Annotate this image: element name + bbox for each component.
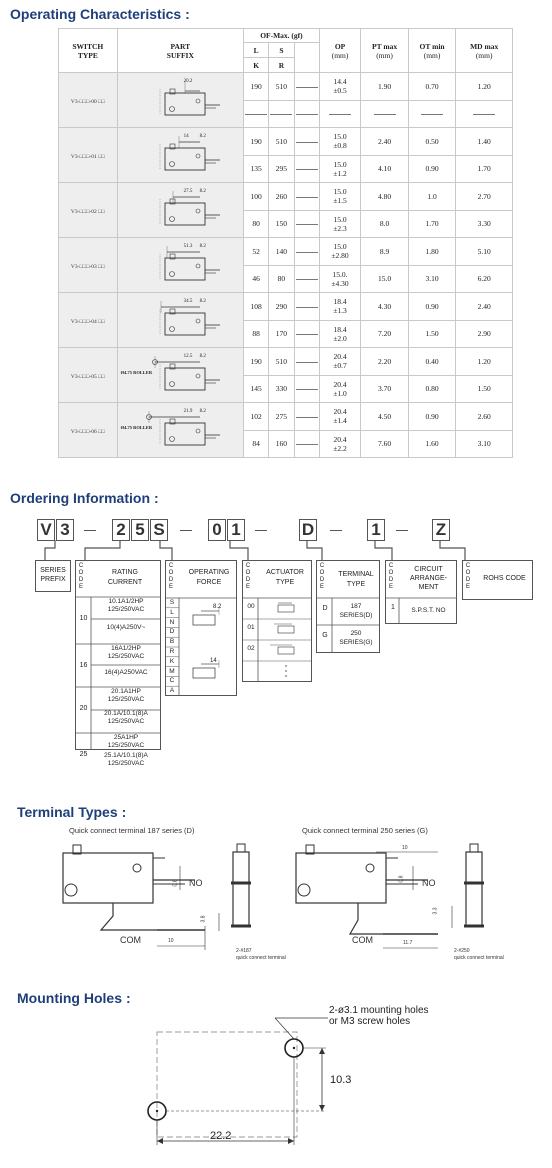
part-suffix-drawing bbox=[117, 183, 243, 238]
force-code: B bbox=[169, 638, 175, 646]
op-value: 20.4 ±0.7 bbox=[319, 348, 360, 376]
rating-value: 25A1HP 125/250VAC bbox=[107, 734, 145, 749]
terminal-code: D bbox=[322, 605, 328, 612]
table-row bbox=[59, 183, 513, 211]
dimension-label: 14 bbox=[183, 134, 189, 139]
ot-value: 0.50 bbox=[408, 128, 456, 156]
dimension-label: 27.5 bbox=[183, 189, 193, 194]
switch-model: V3-□□□-01 □□ bbox=[59, 128, 118, 183]
of-blank bbox=[294, 430, 319, 458]
of-l-value: 135 bbox=[244, 155, 269, 183]
mounting-note: 2-ø3.1 mounting holes or M3 screw holes bbox=[329, 1005, 429, 1027]
of-blank bbox=[294, 183, 319, 211]
circuit-grid bbox=[385, 560, 457, 624]
note-187-1: 2-#187 bbox=[236, 948, 252, 954]
dim-250-d3: 11.7 bbox=[403, 940, 413, 946]
rating-header: RATING CURRENT bbox=[107, 569, 143, 586]
md-value: 1.70 bbox=[456, 155, 513, 183]
of-l-value: 108 bbox=[244, 293, 269, 321]
of-blank bbox=[294, 403, 319, 431]
of-blank bbox=[294, 375, 319, 403]
of-blank bbox=[294, 155, 319, 183]
dimension-label: 8.2 bbox=[199, 244, 206, 249]
code-label-rating: C O D E bbox=[78, 563, 84, 590]
of-s-value: 510 bbox=[269, 128, 294, 156]
part-suffix-drawing bbox=[117, 403, 243, 458]
operating-characteristics-title: Operating Characteristics : bbox=[10, 6, 190, 22]
ot-header: OT min (mm) bbox=[408, 29, 456, 73]
force-dim: 8.2 bbox=[213, 604, 222, 610]
actuator-code: 01 bbox=[247, 624, 255, 631]
op-value: 14.4 ±0.5 bbox=[319, 73, 360, 101]
roller-label: Ø4.75 ROLLER bbox=[120, 425, 153, 430]
part-suffix-drawing bbox=[117, 128, 243, 183]
pt-value: 2.20 bbox=[361, 348, 409, 376]
rohs-label: ROHS CODE bbox=[483, 575, 526, 582]
table-row bbox=[59, 73, 513, 101]
dimension-label: 12.5 bbox=[183, 354, 193, 359]
l-header: L bbox=[244, 43, 269, 58]
code-char-box: 5 bbox=[131, 519, 149, 541]
ot-value: 0.90 bbox=[408, 155, 456, 183]
code-char-box: D bbox=[299, 519, 317, 541]
table-row bbox=[59, 128, 513, 156]
of-l-value: 100 bbox=[244, 183, 269, 211]
roller-label: Ø4.75 ROLLER bbox=[120, 370, 153, 375]
switch-model: V3-□□□-03 □□ bbox=[59, 238, 118, 293]
pt-header: PT max (mm) bbox=[361, 29, 409, 73]
note-250-2: quick connect terminal bbox=[454, 955, 504, 961]
ot-value: 0.80 bbox=[408, 375, 456, 403]
pt-value: 8.0 bbox=[361, 210, 409, 238]
force-code: N bbox=[169, 618, 175, 626]
md-value: 6.20 bbox=[456, 265, 513, 293]
of-l-value: 190 bbox=[244, 73, 269, 101]
mounting-height-dim: 10.3 bbox=[330, 1074, 352, 1086]
table-row bbox=[59, 348, 513, 376]
ot-value: 1.60 bbox=[408, 430, 456, 458]
op-value: 15.0 ±1.2 bbox=[319, 155, 360, 183]
op-value: 15.0 ±2.3 bbox=[319, 210, 360, 238]
force-code: A bbox=[169, 687, 175, 695]
force-header: OPERATING FORCE bbox=[188, 569, 230, 586]
code-char-box: S bbox=[150, 519, 168, 541]
table-row bbox=[59, 238, 513, 266]
actuator-code: 02 bbox=[247, 645, 255, 652]
pt-value: 7.60 bbox=[361, 430, 409, 458]
dimension-label: 8.2 bbox=[199, 409, 206, 414]
md-value bbox=[456, 100, 513, 128]
terminal-code: G bbox=[322, 632, 328, 639]
terminal-value: 187 SERIES(D) bbox=[339, 603, 373, 619]
ot-value: 1.80 bbox=[408, 238, 456, 266]
op-value: 18.4 ±1.3 bbox=[319, 293, 360, 321]
of-s-value: 510 bbox=[269, 348, 294, 376]
force-code: D bbox=[169, 628, 175, 636]
circuit-value: S.P.S.T. NO bbox=[411, 607, 446, 614]
md-value: 3.10 bbox=[456, 430, 513, 458]
switch-model: V3-□□□-06 □□ bbox=[59, 403, 118, 458]
code-char-box: V bbox=[37, 519, 55, 541]
rating-value: 16(4)A250VAC bbox=[104, 669, 148, 676]
switch-type-header: SWITCH TYPE bbox=[59, 29, 118, 73]
of-l-value: 80 bbox=[244, 210, 269, 238]
rating-value: 20.1A1HP 125/250VAC bbox=[107, 688, 145, 703]
force-code: K bbox=[169, 657, 175, 665]
ot-value: 1.70 bbox=[408, 210, 456, 238]
pt-value: 3.70 bbox=[361, 375, 409, 403]
terminal-187-title: Quick connect terminal 187 series (D) bbox=[69, 826, 195, 835]
rating-code: 10 bbox=[79, 615, 88, 622]
of-l-value: 145 bbox=[244, 375, 269, 403]
op-value: 20.4 ±2.2 bbox=[319, 430, 360, 458]
actuator-grid bbox=[242, 560, 312, 682]
dim-250-d1: 0.8 bbox=[398, 875, 405, 883]
code-label-circuit: C O D E bbox=[388, 563, 394, 590]
terminal-value: 250 SERIES(G) bbox=[339, 630, 373, 646]
md-value: 3.30 bbox=[456, 210, 513, 238]
force-code: L bbox=[170, 608, 174, 616]
switch-model: V3-□□□-05 □□ bbox=[59, 348, 118, 403]
of-s-value: 140 bbox=[269, 238, 294, 266]
rating-code: 20 bbox=[79, 705, 88, 712]
of-blank bbox=[294, 100, 319, 128]
pt-value: 4.10 bbox=[361, 155, 409, 183]
of-blank bbox=[294, 293, 319, 321]
switch-model: V3-□□□-04 □□ bbox=[59, 293, 118, 348]
switch-model: V3-□□□-02 □□ bbox=[59, 183, 118, 238]
com-label-250: COM bbox=[352, 935, 373, 945]
pt-value: 1.90 bbox=[361, 73, 409, 101]
force-code: S bbox=[169, 599, 175, 606]
code-label-rohs: C O D E bbox=[465, 563, 471, 590]
of-s-value: 170 bbox=[269, 320, 294, 348]
dimension-label: 34.5 bbox=[183, 299, 193, 304]
dimension-label: 20.2 bbox=[183, 79, 193, 84]
rating-value: 25.1A/10.1(8)A 125/250VAC bbox=[104, 752, 148, 767]
rating-value: 16A1/2HP 125/250VAC bbox=[107, 645, 145, 660]
force-code: R bbox=[169, 648, 175, 655]
ot-value: 0.40 bbox=[408, 348, 456, 376]
dimension-label: 8.2 bbox=[199, 134, 206, 139]
code-label-actuator: C O D E bbox=[245, 563, 251, 590]
ordering-information-title: Ordering Information : bbox=[10, 490, 159, 506]
md-value: 2.70 bbox=[456, 183, 513, 211]
of-l-value: 52 bbox=[244, 238, 269, 266]
ot-value: 1.50 bbox=[408, 320, 456, 348]
of-l-value bbox=[244, 100, 269, 128]
of-s-value: 295 bbox=[269, 155, 294, 183]
terminal-250-title: Quick connect terminal 250 series (G) bbox=[302, 826, 428, 835]
part-suffix-header: PART SUFFIX bbox=[117, 29, 243, 73]
op-value bbox=[319, 100, 360, 128]
ot-value: 0.70 bbox=[408, 73, 456, 101]
pt-value: 2.40 bbox=[361, 128, 409, 156]
pt-value: 4.80 bbox=[361, 183, 409, 211]
op-value: 15.0 ±0.8 bbox=[319, 128, 360, 156]
operating-characteristics-table bbox=[58, 28, 513, 458]
op-value: 20.4 ±1.0 bbox=[319, 375, 360, 403]
code-separator bbox=[330, 530, 342, 531]
md-value: 2.40 bbox=[456, 293, 513, 321]
md-value: 1.20 bbox=[456, 73, 513, 101]
code-char-box: 1 bbox=[227, 519, 245, 541]
md-value: 1.20 bbox=[456, 348, 513, 376]
no-label-250: NO bbox=[422, 878, 436, 888]
part-suffix-drawing bbox=[117, 348, 243, 403]
code-char-box: 3 bbox=[56, 519, 74, 541]
force-code: M bbox=[169, 667, 175, 675]
code-separator bbox=[255, 530, 267, 531]
rating-value: 10(4)A250V~ bbox=[106, 624, 146, 631]
op-value: 15.0 ±2.80 bbox=[319, 238, 360, 266]
dimension-label: 51.3 bbox=[183, 244, 193, 249]
md-value: 2.60 bbox=[456, 403, 513, 431]
md-value: 1.40 bbox=[456, 128, 513, 156]
code-separator bbox=[84, 530, 96, 531]
ot-value: 1.0 bbox=[408, 183, 456, 211]
dim-187-d3: 10 bbox=[168, 938, 174, 944]
series-prefix-box: SERIES PREFIX bbox=[35, 560, 71, 592]
code-label-force: C O D E bbox=[168, 563, 174, 590]
code-separator bbox=[396, 530, 408, 531]
rating-value: 10.1A1/2HP 125/250VAC bbox=[107, 598, 145, 613]
note-250-1: 2-#250 bbox=[454, 948, 470, 954]
com-label-187: COM bbox=[120, 935, 141, 945]
of-l-value: 46 bbox=[244, 265, 269, 293]
circuit-code: 1 bbox=[391, 604, 395, 611]
of-blank bbox=[294, 348, 319, 376]
of-blank bbox=[294, 238, 319, 266]
of-blank bbox=[294, 265, 319, 293]
no-label-187: NO bbox=[189, 878, 203, 888]
of-s-value: 80 bbox=[269, 265, 294, 293]
of-s-value: 160 bbox=[269, 430, 294, 458]
pt-value: 15.0 bbox=[361, 265, 409, 293]
force-code: C bbox=[169, 677, 175, 685]
dim-250-d2: 3.3 bbox=[432, 907, 439, 915]
op-value: 15.0 ±1.5 bbox=[319, 183, 360, 211]
circuit-header: CIRCUIT ARRANGE- MENT bbox=[410, 566, 447, 591]
note-187-2: quick connect terminal bbox=[236, 955, 286, 961]
of-l-value: 88 bbox=[244, 320, 269, 348]
part-suffix-drawing bbox=[117, 73, 243, 128]
of-blank bbox=[294, 128, 319, 156]
r-header: R bbox=[269, 58, 294, 73]
op-header: OP (mm) bbox=[319, 29, 360, 73]
of-s-value: 330 bbox=[269, 375, 294, 403]
of-blank bbox=[294, 320, 319, 348]
mounting-width-dim: 22.2 bbox=[210, 1130, 232, 1142]
of-blank bbox=[294, 210, 319, 238]
md-header: MD max (mm) bbox=[456, 29, 513, 73]
of-l-value: 102 bbox=[244, 403, 269, 431]
of-s-value: 275 bbox=[269, 403, 294, 431]
ot-value: 0.90 bbox=[408, 403, 456, 431]
dim-187-d1: 0.8 bbox=[172, 879, 179, 887]
pt-value: 8.9 bbox=[361, 238, 409, 266]
pt-value: 4.50 bbox=[361, 403, 409, 431]
md-value: 5.10 bbox=[456, 238, 513, 266]
code-label-terminal: C O D E bbox=[319, 563, 325, 590]
part-suffix-drawing bbox=[117, 238, 243, 293]
dim-187-d2: 3.8 bbox=[200, 915, 207, 923]
code-char-box: 1 bbox=[367, 519, 385, 541]
k-header: K bbox=[244, 58, 269, 73]
op-value: 15.0. ±4.30 bbox=[319, 265, 360, 293]
of-max-header: OF-Max. (gf) bbox=[244, 29, 320, 43]
actuator-code: 00 bbox=[247, 603, 255, 610]
mounting-holes-title: Mounting Holes : bbox=[17, 990, 131, 1006]
table-row bbox=[59, 403, 513, 431]
dimension-label: 21.9 bbox=[183, 409, 193, 414]
pt-value: 7.20 bbox=[361, 320, 409, 348]
pt-value: 4.30 bbox=[361, 293, 409, 321]
code-separator bbox=[180, 530, 192, 531]
actuator-header: ACTUATOR TYPE bbox=[266, 569, 304, 586]
table-row bbox=[59, 293, 513, 321]
s-header: S bbox=[269, 43, 294, 58]
of-s-value: 150 bbox=[269, 210, 294, 238]
ot-value bbox=[408, 100, 456, 128]
code-char-box: 0 bbox=[208, 519, 226, 541]
op-value: 20.4 ±1.4 bbox=[319, 403, 360, 431]
code-char-box: Z bbox=[432, 519, 450, 541]
rating-code: 16 bbox=[79, 662, 88, 669]
terminal-types-title: Terminal Types : bbox=[17, 804, 127, 820]
ot-value: 0.90 bbox=[408, 293, 456, 321]
of-l-value: 190 bbox=[244, 128, 269, 156]
md-value: 2.90 bbox=[456, 320, 513, 348]
rating-value: 20.1A/10.1(8)A 125/250VAC bbox=[104, 710, 148, 725]
dimension-label: 8.2 bbox=[199, 299, 206, 304]
md-value: 1.50 bbox=[456, 375, 513, 403]
of-s-value: 510 bbox=[269, 73, 294, 101]
op-value: 18.4 ±2.0 bbox=[319, 320, 360, 348]
pt-value bbox=[361, 100, 409, 128]
of-l-value: 190 bbox=[244, 348, 269, 376]
of-s-value: 290 bbox=[269, 293, 294, 321]
dim-250-d4: 10 bbox=[402, 845, 408, 851]
dimension-label: 8.2 bbox=[199, 354, 206, 359]
part-suffix-drawing bbox=[117, 293, 243, 348]
rating-code: 25 bbox=[79, 751, 88, 758]
of-s-value bbox=[269, 100, 294, 128]
dimension-label: 8.2 bbox=[199, 189, 206, 194]
of-blank bbox=[294, 73, 319, 101]
force-dim: 14 bbox=[210, 658, 217, 664]
switch-model: V3-□□□-00 □□ bbox=[59, 73, 118, 128]
of-l-value: 84 bbox=[244, 430, 269, 458]
of-s-value: 260 bbox=[269, 183, 294, 211]
terminal-header: TERMINAL TYPE bbox=[338, 571, 374, 588]
ot-value: 3.10 bbox=[408, 265, 456, 293]
code-char-box: 2 bbox=[112, 519, 130, 541]
